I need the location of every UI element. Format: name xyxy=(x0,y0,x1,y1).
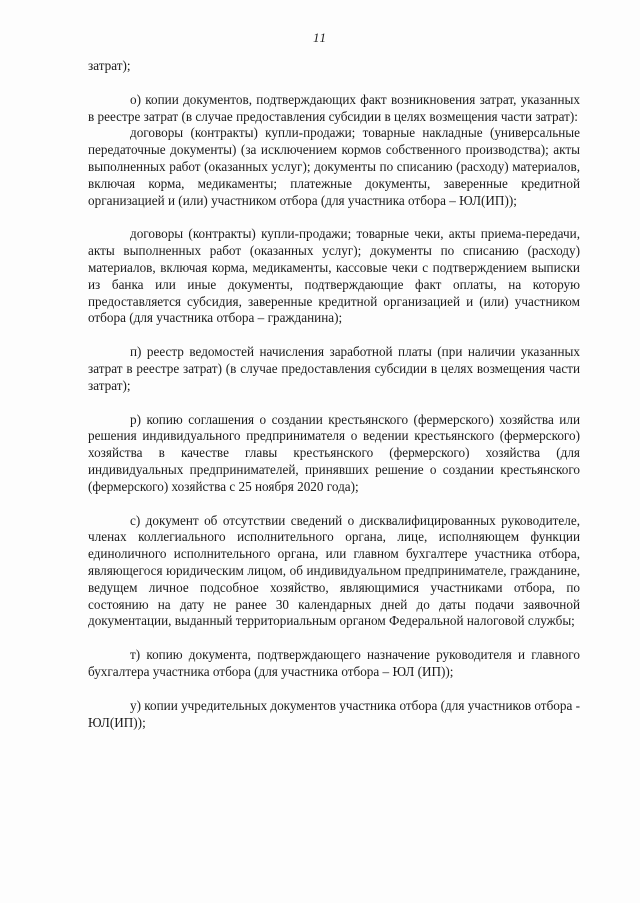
paragraph-item-o: о) копии документов, подтверждающих факт возникновения затрат, указанных в реестре затрат (в случае предоставления субсидии в целях возмещения части затрат): xyxy=(88,91,580,124)
paragraph-item-r: р) копию соглашения о создании крестьянского (фермерского) хозяйства или решения индивидуального предпринимателя о ведении крестьянского (фермерского) хозяйства в качестве главы крестьянского (фермерского) хозяйства (для индивидуальных предпринимателей, принявших решение о создании крестьянского (фермерского) хозяйства с 25 ноября 2020 года); xyxy=(88,411,580,494)
paragraph-item-p: п) реестр ведомостей начисления заработной платы (при наличии указанных затрат в реестре затрат) (в случае предоставления субсидии в целях возмещения части затрат); xyxy=(88,344,580,393)
paragraph-item-t: т) копию документа, подтверждающего назначение руководителя и главного бухгалтера участника отбора (для участника отбора – ЮЛ (ИП)); xyxy=(88,647,580,679)
paragraph-contracts-legal: договоры (контракты) купли-продажи; товарные накладные (универсальные передаточные документы) (за исключением кормов собственного производства); акты выполненных работ (оказанных услуг); документы по списанию (расходу) материалов, включая корма, медикаменты; платежные документы, заверенные кредитной организацией и (или) участником отбора (для участника отбора – ЮЛ(ИП)); xyxy=(88,125,580,208)
paragraph-contracts-citizen: договоры (контракты) купли-продажи; товарные чеки, акты приема-передачи, акты выполненных работ (оказанных услуг); документы по списанию (расходу) материалов, включая корма, медикаменты, кассовые чеки с подтверждением выписки из банка или иные документы, подтверждающие факт оплаты, на которую предоставляется субсидия, заверенные кредитной организацией и (или) участником отбора (для участника отбора – гражданина); xyxy=(88,226,580,326)
paragraph-item-u: у) копии учредительных документов участника отбора (для участников отбора - ЮЛ(ИП)); xyxy=(88,697,581,730)
page-number: 11 xyxy=(312,30,328,45)
document-body xyxy=(88,58,580,731)
paragraph-item-s: с) документ об отсутствии сведений о дисквалифицированных руководителе, членах коллегиального исполнительного органа, лице, исполняющем функции единоличного исполнительного органа, или главном бухгалтере участника отбора, являющегося юридическим лицом, об индивидуальном предпринимателе, гражданине, ведущем личное подсобное хозяйство, являющимися участниками отбора, по состоянию на дату не ранее 30 календарных дней до даты подачи заявочной документации, выданный территориальным органом Федеральной налоговой службы; xyxy=(88,512,580,629)
paragraph-continuation: затрат); xyxy=(88,58,131,73)
